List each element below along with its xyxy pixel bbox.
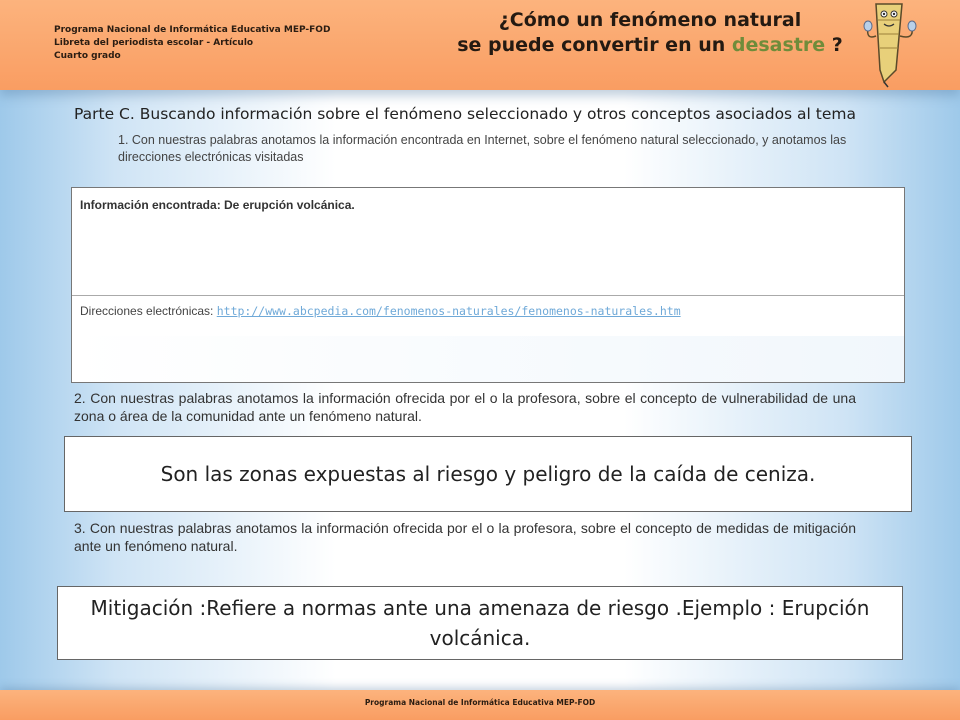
info-table — [71, 187, 905, 383]
addresses-row — [72, 296, 904, 382]
address-link[interactable]: http://www.abcpedia.com/fenomenos-naturales/fenomenos-naturales.htm — [216, 304, 681, 318]
mitigation-answer-text: Mitigación :Refiere a normas ante una amenaza de riesgo .Ejemplo : Erupción volcánica. — [90, 596, 870, 650]
program-line: Cuarto grado — [54, 51, 121, 61]
part-c-title: Parte C. Buscando información sobre el fenómeno seleccionado y otros conceptos asociados al tema — [74, 105, 857, 123]
title-prefix: se puede convertir en un — [457, 34, 726, 56]
program-info — [54, 24, 330, 63]
footer-band — [0, 690, 960, 720]
title-suffix: ? — [831, 34, 843, 56]
addresses-line — [80, 304, 681, 318]
vulnerability-answer-text: Son las zonas expuestas al riesgo y peligro de la caída de ceniza. — [160, 462, 816, 486]
title-line-2 — [440, 33, 860, 58]
page-title — [440, 8, 860, 58]
step-3-instructions: 3. Con nuestras palabras anotamos la información ofrecida por el o la profesora, sobre el concepto de medidas de mitigación ante un fenómeno natural. — [74, 520, 856, 554]
addresses-label: Direcciones electrónicas: — [80, 304, 214, 318]
program-line: Libreta del periodista escolar - Artículo — [54, 38, 254, 48]
mitigation-answer-box — [57, 586, 903, 660]
info-found-row — [72, 188, 904, 296]
addresses-row-shade — [72, 336, 904, 382]
pencil-character-icon — [862, 0, 922, 88]
step-2-instructions: 2. Con nuestras palabras anotamos la información ofrecida por el o la profesora, sobre el concepto de vulnerabilidad de una zona o área de la comunidad ante un fenómeno natural. — [74, 390, 856, 424]
title-accent: desastre — [731, 34, 826, 56]
vulnerability-answer-box — [64, 436, 912, 512]
program-line: Programa Nacional de Informática Educativa MEP-FOD — [54, 25, 331, 35]
title-line-1: ¿Cómo un fenómeno natural — [498, 9, 802, 31]
header-band — [0, 0, 960, 90]
info-found-label: Información encontrada: De erupción volcánica. — [80, 198, 355, 212]
step-1-instructions: 1. Con nuestras palabras anotamos la información encontrada en Internet, sobre el fenómeno natural seleccionado, y anotamos las direcciones electrónicas visitadas — [118, 133, 847, 164]
footer-text: Programa Nacional de Informática Educativa MEP-FOD — [364, 698, 596, 707]
